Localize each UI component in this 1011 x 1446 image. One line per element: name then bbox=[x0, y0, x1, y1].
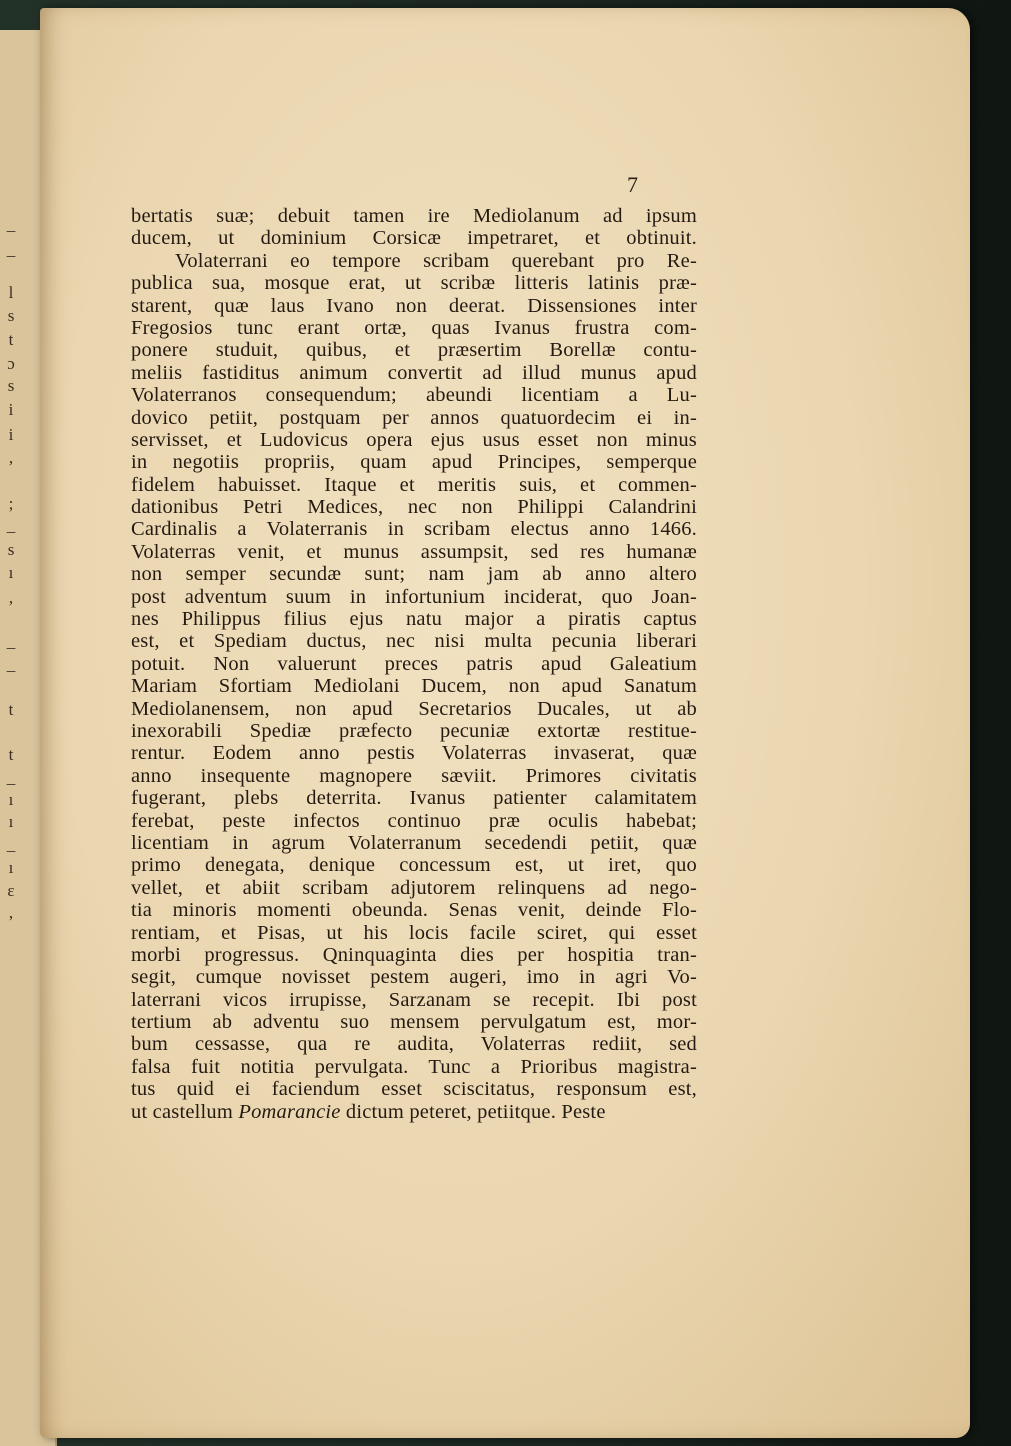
text-line: Cardinalis a Volaterranis in scribam electus anno 1466. bbox=[131, 518, 697, 541]
adjacent-page-fragment: , bbox=[8, 448, 14, 467]
text-line: tia minoris momenti obeunda. Senas venit, deinde Flo- bbox=[131, 899, 697, 922]
adjacent-page-fragment: t bbox=[8, 700, 14, 719]
text-line: post adventum suum in infortunium inciderat, quo Joan- bbox=[131, 585, 697, 608]
text-line: non semper secundæ sunt; nam jam ab anno altero bbox=[131, 563, 697, 586]
text-line: dovico petiit, postquam per annos quatuordecim ei in- bbox=[131, 406, 697, 429]
text-line: dationibus Petri Medices, nec non Philippi Calandrini bbox=[131, 496, 697, 519]
text-line: tertium ab adventu suo mensem pervulgatum est, mor- bbox=[131, 1011, 697, 1034]
text-line: Fregosios tunc erant ortæ, quas Ivanus frustra com- bbox=[131, 316, 697, 339]
adjacent-page-fragment: _ bbox=[6, 632, 16, 651]
text-line: licentiam in agrum Volaterranum secedendi petiit, quæ bbox=[131, 831, 697, 854]
adjacent-page-fragment: _ bbox=[6, 516, 16, 535]
adjacent-page-fragment: _ bbox=[6, 240, 16, 259]
text-line: primo denegata, denique concessum est, ut iret, quo bbox=[131, 854, 697, 877]
body-text bbox=[131, 205, 697, 1123]
text-line: anno insequente magnopere sæviit. Primores civitatis bbox=[131, 764, 697, 787]
text-line: fugerant, plebs deterrita. Ivanus patienter calamitatem bbox=[131, 787, 697, 810]
text-line: bertatis suæ; debuit tamen ire Mediolanum ad ipsum bbox=[131, 205, 697, 227]
text-line: meliis fastiditus animum convertit ad illud munus apud bbox=[131, 361, 697, 384]
text-line: Mediolanensem, non apud Secretarios Ducales, ut ab bbox=[131, 697, 697, 720]
adjacent-page-fragment: s bbox=[7, 376, 15, 395]
text-line: bum cessasse, qua re audita, Volaterras rediit, sed bbox=[131, 1033, 697, 1056]
text-line: falsa fuit notitia pervulgata. Tunc a Prioribus magistra- bbox=[131, 1055, 697, 1078]
adjacent-page-fragment: ı bbox=[8, 790, 14, 809]
text-line: Volaterranos consequendum; abeundi licentiam a Lu- bbox=[131, 384, 697, 407]
text-line: publica sua, mosque erat, ut scribæ litteris latinis præ- bbox=[131, 272, 697, 295]
adjacent-page-fragment: s bbox=[7, 306, 15, 325]
adjacent-page-fragment: _ bbox=[6, 835, 16, 854]
adjacent-page-fragment: ɔ bbox=[7, 354, 15, 373]
text-line: starent, quæ laus Ivano non deerat. Dissensiones inter bbox=[131, 294, 697, 317]
italic-place-name: Pomarancie bbox=[238, 1100, 341, 1123]
adjacent-page-fragment: _ bbox=[6, 768, 16, 787]
adjacent-page-fragment: t bbox=[8, 330, 14, 349]
text-line: morbi progressus. Qninquaginta dies per hospitia tran- bbox=[131, 943, 697, 966]
text-line: servisset, et Ludovicus opera ejus usus esset non minus bbox=[131, 428, 697, 451]
text-line: est, et Spediam ductus, nec nisi multa pecunia liberari bbox=[131, 630, 697, 653]
text-line: ponere studuit, quibus, et præsertim Borellæ contu- bbox=[131, 339, 697, 362]
adjacent-page-fragment: l bbox=[8, 283, 14, 302]
text-line: tus quid ei faciendum esset sciscitatus, responsum est, bbox=[131, 1078, 697, 1101]
text-line: inexorabili Spediæ præfecto pecuniæ extortæ restitue- bbox=[131, 719, 697, 742]
text-line: potuit. Non valuerunt preces patris apud Galeatium bbox=[131, 652, 697, 675]
adjacent-page-fragment: i bbox=[8, 425, 14, 444]
text-line: in negotiis propriis, quam apud Principes, semperque bbox=[131, 451, 697, 474]
text-line: Volaterras venit, et munus assumpsit, sed res humanæ bbox=[131, 540, 697, 563]
adjacent-page-fragment: ı bbox=[8, 563, 14, 582]
text-line: rentiam, et Pisas, ut his locis facile sciret, qui esset bbox=[131, 921, 697, 944]
text-line: rentur. Eodem anno pestis Volaterras invaserat, quæ bbox=[131, 742, 697, 765]
text-line: ducem, ut dominium Corsicæ impetraret, et obtinuit. bbox=[131, 227, 697, 250]
text-line: vellet, et abiit scribam adjutorem relinquens ad nego- bbox=[131, 876, 697, 899]
adjacent-page-fragment: ı bbox=[8, 858, 14, 877]
text-line: ferebat, peste infectos continuo præ oculis habebat; bbox=[131, 809, 697, 832]
adjacent-page-fragment: , bbox=[8, 588, 14, 607]
page-number: 7 bbox=[627, 172, 638, 197]
adjacent-page-fragment: i bbox=[8, 400, 14, 419]
adjacent-page-fragment: ı bbox=[8, 812, 14, 831]
adjacent-page-fragment: t bbox=[8, 745, 14, 764]
adjacent-page-fragment: _ bbox=[6, 655, 16, 674]
text-line: laterrani vicos irrupisse, Sarzanam se recepit. Ibi post bbox=[131, 988, 697, 1011]
adjacent-page-fragment: , bbox=[8, 903, 14, 922]
adjacent-page-fragment: ; bbox=[8, 494, 14, 513]
text-line: fidelem habuisset. Itaque et meritis suis, et commen- bbox=[131, 473, 697, 496]
text-line: segit, cumque novisset pestem augeri, imo in agri Vo- bbox=[131, 966, 697, 989]
text-line: Mariam Sfortiam Mediolani Ducem, non apud Sanatum bbox=[131, 675, 697, 698]
final-line-segment: ut castellum bbox=[131, 1100, 239, 1123]
text-line: nes Philippus filius ejus natu major a piratis captus bbox=[131, 608, 697, 631]
adjacent-page-fragment: ɛ bbox=[7, 881, 15, 900]
adjacent-page-fragment: s bbox=[7, 540, 15, 559]
text-line: Volaterrani eo tempore scribam querebant pro Re- bbox=[175, 249, 697, 272]
adjacent-page-fragment: _ bbox=[6, 215, 16, 234]
book-page bbox=[40, 8, 970, 1438]
final-line-segment: dictum peteret, petiitque. Peste bbox=[340, 1100, 606, 1123]
final-text-line bbox=[131, 1101, 697, 1123]
